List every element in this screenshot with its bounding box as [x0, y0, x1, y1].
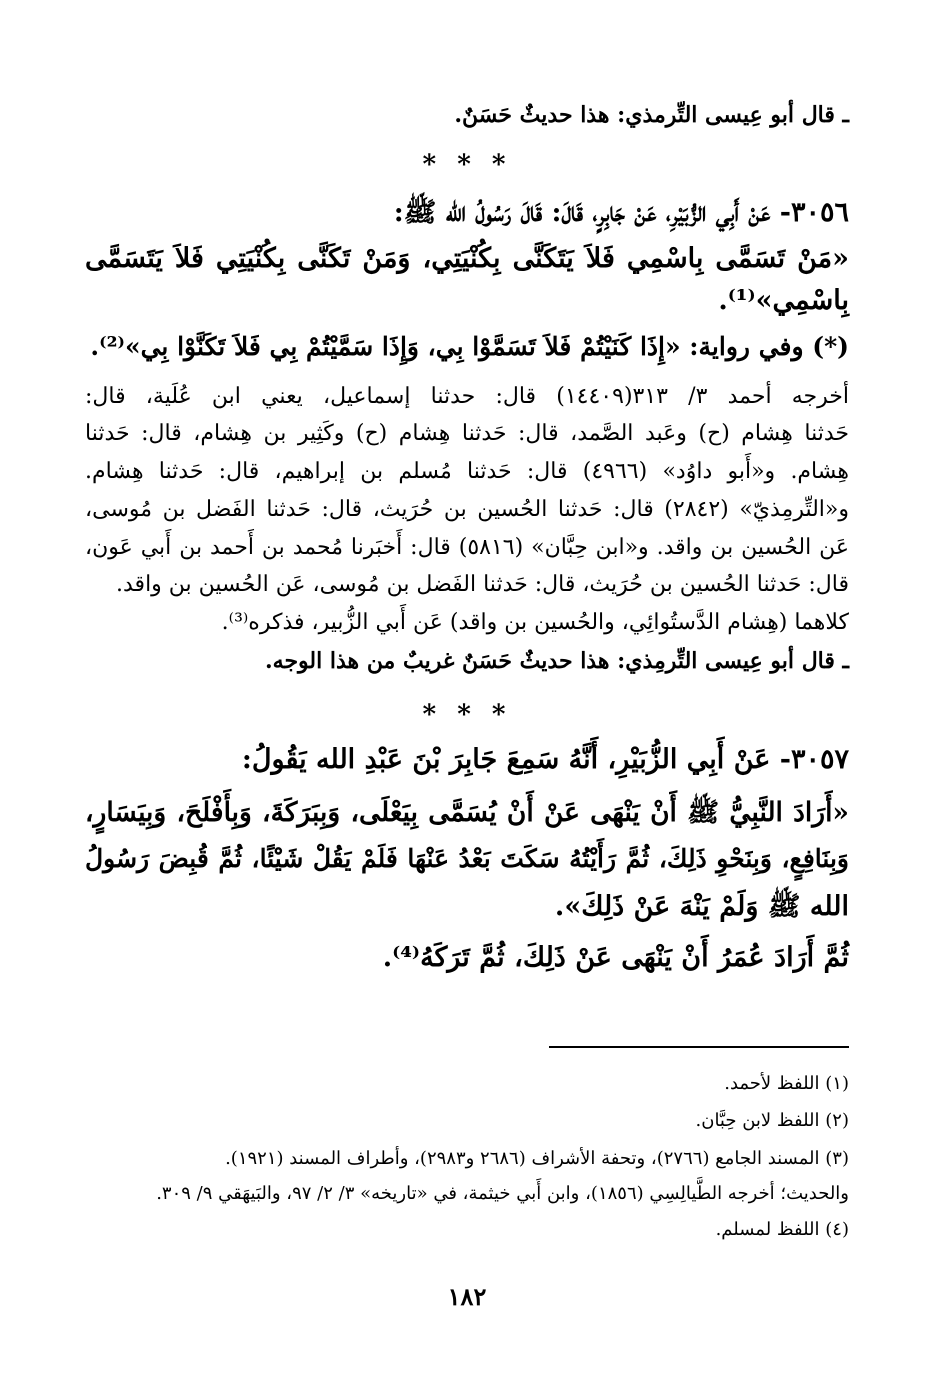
book-page: [85, 0, 849, 1380]
takhrij-line: و«التِّرمِذيّ» (٢٨٤٢) قال: حَدثنا الحُسين بن حُرَيث، قال: حَدثنا الفَضل بن مُوسى،: [85, 497, 850, 522]
footnote-4: (٤) اللفظ لمسلم.: [715, 1219, 849, 1240]
hadith-3056-heading: ٣٠٥٦- عَنْ أَبِي الزُّبَيْرِ، عَنْ جَابِرٍ، قَالَ: قَالَ رَسُولُ الله ﷺ:: [393, 197, 849, 228]
section-separator: * * *: [422, 700, 512, 730]
hadith-3056-text-end: بِاسْمِي»⁽¹⁾.: [718, 285, 849, 316]
section-separator: * * *: [422, 150, 512, 180]
takhrij-summary: كلاهما (هِشام الدَّستُوائِي، والحُسين بن واقد) عَن أَبي الزُّبير، فذكره⁽³⁾.: [221, 610, 849, 635]
hadith-3056-text: «مَنْ تَسَمَّى بِاسْمِي فَلاَ يَتَكَنَّى بِكُنْيَتِي، وَمَنْ تَكَنَّى بِكُنْيَتِي فَلاَ يَتَسَمَّى: [85, 243, 849, 274]
footnote-3: (٣) المسند الجامع (٢٧٦٦)، وتحفة الأشراف (٢٦٨٦ و٢٩٨٣)، وأطراف المسند (١٩٢١).: [225, 1148, 849, 1169]
takhrij-line: حَدثنا هِشام (ح) وعَبد الصَّمد، قال: حَدثنا هِشام (ح) وكَثِير بن هِشام، قال: حَدثنا: [85, 421, 849, 446]
tirmidhi-verdict-line: ـ قال أبو عِيسى التِّرمِذي: هذا حديثٌ حَسَنٌ غريبٌ من هذا الوجه.: [265, 648, 849, 674]
hadith-3057-heading: ٣٠٥٧- عَنْ أَبِي الزُّبَيْرِ، أَنَّهُ سَمِعَ جَابِرَ بْنَ عَبْدِ الله يَقُولُ:: [241, 744, 849, 775]
hadith-3057-text-end: الله ﷺ وَلَمْ يَنْهَ عَنْ ذَلِكَ».: [554, 891, 849, 922]
hadith-3057-text: وَبِنَافِعٍ، وَبِنَحْوِ ذَلِكَ، ثُمَّ رَأَيْتُهُ سَكَتَ بَعْدُ عَنْهَا فَلَمْ يَقُلْ شَيْئًا، ثُمَّ قُبِضَ رَسُولُ: [85, 844, 849, 873]
footnote-1: (١) اللفظ لأحمد.: [724, 1073, 849, 1094]
footnote-3-continued: والحديث؛ أخرجه الطَّيالِسِي (١٨٥٦)، وابن أَبي خيثمة، في «تاريخه» ٣/ ٢/ ٩٧، والبَيهَقي ٩/ ٣٠٩.: [156, 1183, 849, 1204]
hadith-3056-variant: (*) وفي رواية: «إِذَا كَنَيْتُمْ فَلاَ تَسَمَّوْا بِي، وَإِذَا سَمَّيْتُمْ بِي فَلاَ تَكَنَّوْا بِي»⁽²⁾.: [90, 332, 849, 361]
takhrij-line: هِشام. و«أَبو داوُد» (٤٩٦٦) قال: حَدثنا مُسلم بن إبراهيم، قال: حَدثنا هِشام.: [85, 459, 849, 484]
page-number: ١٨٢: [447, 1282, 487, 1311]
footnote-2: (٢) اللفظ لابن حِبَّان.: [695, 1110, 849, 1131]
hadith-3057-umar-note: ثُمَّ أَرَادَ عُمَرُ أَنْ يَنْهَى عَنْ ذَلِكَ، ثُمَّ تَرَكَهُ⁽⁴⁾.: [382, 942, 849, 973]
takhrij-line: عَن الحُسين بن واقد. و«ابن حِبَّان» (٥٨١٦) قال: أَخبَرنا مُحمد بن أَحمد بن أَبي عَون،: [85, 535, 849, 560]
footnote-rule: [549, 1046, 849, 1048]
takhrij-line: قال: حَدثنا الحُسين بن حُرَيث، قال: حَدثنا الفَضل بن مُوسى، عَن الحُسين بن واقد.: [116, 572, 849, 597]
takhrij-line: أخرجه أحمد ٣/ ٣١٣(١٤٤٠٩) قال: حدثنا إسماعيل، يعني ابن عُلَية، قال:: [85, 384, 850, 409]
tirmidhi-verdict-line: ـ قال أبو عِيسى التِّرمذي: هذا حديثٌ حَسَنٌ.: [454, 102, 849, 128]
hadith-3057-text: «أَرَادَ النَّبِيُّ ﷺ أَنْ يَنْهَى عَنْ أَنْ يُسَمَّى بِيَعْلَى، وَبِبَرَكَةَ، وَبِأَفْلَحَ، وَبِيَسَارٍ،: [85, 797, 849, 828]
